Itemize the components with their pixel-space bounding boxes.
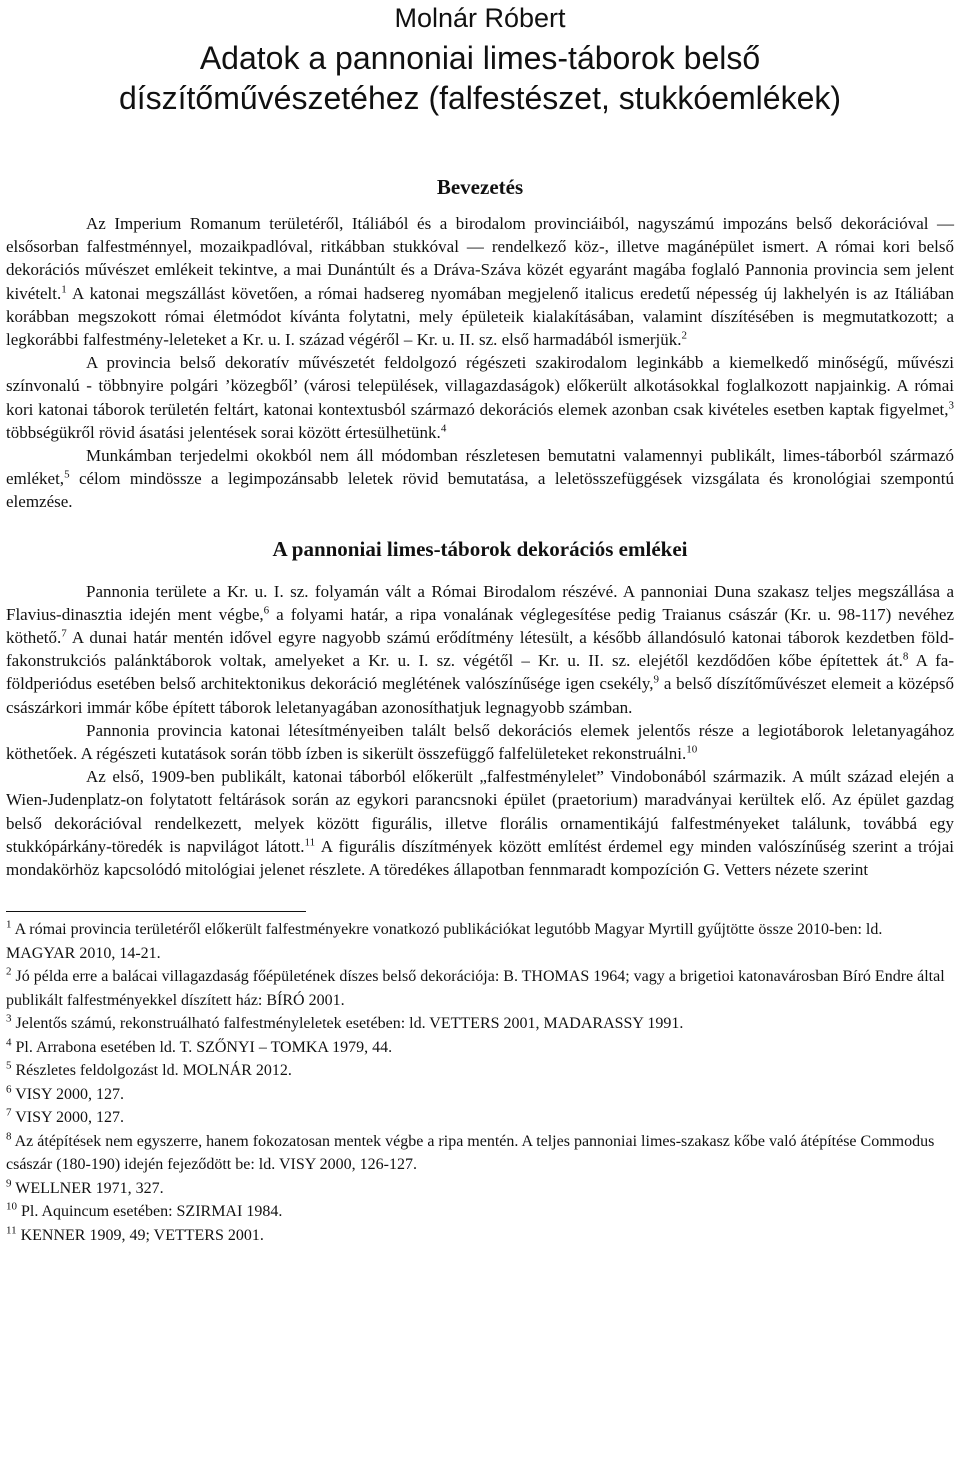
footnote-item <box>6 1012 954 1036</box>
footnote-text: Jó példa erre a balácai villagazdaság főépületének díszes belső dekorációja: B. THOMAS 1964; vagy a brigetioi katonavárosban Bíró Endre által publikált falfestményekkel díszített ház: BÍRÓ 2001. <box>6 968 945 1009</box>
paragraph-text: A provincia belső dekoratív művészetét feldolgozó régészeti szakirodalom leginkább a kiemelkedő minőségű, művészi színvonalú - többnyire polgári ’közegből’ (városi települések, villagazdaságok) előkerült alkotásokkal foglalkozott napjainkig. A római kori katonai táborok területén feltárt, katonai kontextusból származó dekorációs elemek azonban csak kivételes esetben kaptak figyelmet, <box>6 353 954 419</box>
paragraph-text: Pannonia területe a Kr. u. I. sz. folyamán vált a Római Birodalom részévé. A pannoniai Duna szakasz teljes megszállása a Flavius-dinasztia idején ment végbe, <box>6 581 954 624</box>
footnote-item <box>6 1059 954 1083</box>
footnote-ref[interactable]: 11 <box>304 836 316 849</box>
footnote-number: 5 <box>6 1059 12 1072</box>
footnote-number: 3 <box>6 1012 12 1025</box>
footnote-item <box>6 1177 954 1201</box>
footnote-text: WELLNER 1971, 327. <box>11 1179 164 1197</box>
footnote-text: Pl. Arrabona esetében ld. T. SZŐNYI – TOMKA 1979, 44. <box>11 1038 393 1056</box>
paragraph-text: Munkámban terjedelmi okokból nem áll módomban részletesen bemutatni valamennyi publikált, limes-táborból származó emléket, <box>6 446 954 489</box>
footnote-ref[interactable]: 2 <box>681 329 688 342</box>
paragraph-text: Pannonia provincia katonai létesítményeiben talált belső dekorációs elemek jelentős része a legiotáborok leletanyagához köthetőek. A régészeti kutatások során több ízben is sikerült összefüggő falfelületeket rekonstruálni. <box>6 720 954 764</box>
footnote-ref[interactable]: 1 <box>61 282 67 295</box>
footnote-text: Az átépítések nem egyszerre, hanem fokozatosan mentek végbe a ripa mentén. A teljes pannoniai limes-szakasz kőbe való átépítése Commodus császár (180-190) idején fejeződött be: ld. VISY 2000, 126-127. <box>6 1132 935 1174</box>
footnote-item <box>6 1036 954 1060</box>
footnote-item <box>6 1083 954 1107</box>
title-line-2: díszítőművészetéhez (falfestészet, stukkóemlékek) <box>118 80 842 116</box>
footnote-text: Részletes feldolgozást ld. MOLNÁR 2012. <box>11 1062 292 1080</box>
paragraph-text: A katonai megszállást követően, a római hadsereg nyomában megjelenő italicus eredetű népesség új lakhelyén is az Itáliában korábban megszokott római életmódot kívánta folytatni, mely épületeik kialakításában, valamint díszítésében is megmutatkozott; a legkorábbi falfestmény-leleteket a Kr. u. I. század végéről – Kr. u. II. sz. első harmadából ismerjük. <box>6 283 954 350</box>
footnote-text: VISY 2000, 127. <box>11 1085 124 1103</box>
paragraph-text: célom mindössze a legimpozánsabb leletek rövid bemutatása, a leletösszefüggések vizsgálata és kronológiai szempontú elemzése. <box>6 469 954 512</box>
paragraph-text: többségükről rövid ásatási jelentések sorai között értesülhetünk. <box>6 422 441 442</box>
title-line-1: Adatok a pannoniai limes-táborok belső <box>199 40 761 76</box>
section-heading: A pannoniai limes-táborok dekorációs emlékei <box>272 536 688 561</box>
document-page <box>6 0 954 1247</box>
footnote-number: 8 <box>6 1130 12 1143</box>
footnote-item <box>6 1224 954 1248</box>
footnote-number: 11 <box>6 1224 17 1237</box>
footnote-item <box>6 1130 954 1177</box>
footnote-item <box>6 918 954 965</box>
section-body <box>6 580 954 882</box>
footnote-ref[interactable]: 10 <box>686 743 698 756</box>
paragraph-text: A fa-földperiódus esetében belső architektonikus dekoráció meglétének valószínűsége igen csekély, <box>6 651 954 694</box>
footnote-number: 4 <box>6 1036 12 1049</box>
intro-paragraph <box>6 351 954 444</box>
footnote-ref[interactable]: 9 <box>653 673 660 686</box>
footnotes <box>6 918 954 1247</box>
footnote-number: 2 <box>6 965 12 978</box>
section-paragraph <box>6 580 954 719</box>
section-paragraph <box>6 765 954 881</box>
intro-heading: Bevezetés <box>436 175 524 199</box>
footnote-item <box>6 965 954 1012</box>
footnote-ref[interactable]: 3 <box>948 398 954 411</box>
footnote-number: 7 <box>6 1106 12 1119</box>
footnote-item <box>6 1200 954 1224</box>
footnote-ref[interactable]: 6 <box>263 604 270 617</box>
paragraph-text: A figurális díszítmények között említést érdemel egy minden valószínűség szerint a trójai mondakörhöz kapcsolódó mitológiai jelenet részlete. A töredékes állapotban fennmaradt kompozíción G. Vetters nézete szerint <box>6 836 955 880</box>
footnote-number: 10 <box>6 1200 17 1213</box>
footnote-item <box>6 1106 954 1130</box>
paragraph-text: a folyami határ, a ripa vonalának véglegesítése pedig Traianus császár (Kr. u. 98-117) nevéhez köthető. <box>6 604 954 648</box>
footnote-ref[interactable]: 4 <box>440 422 447 435</box>
footnote-text: Pl. Aquincum esetében: SZIRMAI 1984. <box>17 1203 283 1221</box>
section-paragraph <box>6 719 954 765</box>
footnote-text: Jelentős számú, rekonstruálható falfestményleletek esetében: ld. VETTERS 2001, MADARASSY 1991. <box>11 1015 684 1033</box>
footnote-ref[interactable]: 7 <box>61 627 67 640</box>
footnote-number: 9 <box>6 1177 12 1190</box>
footnote-number: 6 <box>6 1083 12 1096</box>
paragraph-text: a belső díszítőművészet elemeit a középső császárkori immár kőbe épített táborok leletanyagában azonosíthatjuk legnagyobb számban. <box>6 674 954 717</box>
footnote-ref[interactable]: 8 <box>902 650 909 663</box>
intro-paragraph <box>6 212 954 351</box>
author-name: Molnár Róbert <box>394 3 566 33</box>
footnote-divider <box>6 911 306 912</box>
paragraph-text: A dunai határ mentén idővel egyre nagyobb számú erődítmény létesült, a később állandósuló katonai táborok kezdetben föld-fakonstrukciós palánktáborok voltak, amelyeket a Kr. u. I. sz. végétől – Kr. u. II. sz. elejétől kezdődően kőbe építettek át. <box>6 628 954 671</box>
footnote-text: VISY 2000, 127. <box>11 1109 124 1127</box>
paragraph-text: Az első, 1909-ben publikált, katonai táborból előkerült „falfestménylelet” Vindobonából származik. A múlt század elején a Wien-Judenplatz-on folytatott feltárások során az egykori parancsnoki épület (praetorium) maradványai kerültek elő. Az épület gazdag belső dekorációval rendelkezett, melyek között figurális, illetve florális ornamentikájú falfestményeket találunk, továbbá egy stukkópárkány-töredék is napvilágot látott. <box>6 767 954 856</box>
footnote-text: A római provincia területéről előkerült falfestményekre vonatkozó publikációkat legutóbb Magyar Myrtill gyűjtötte össze 2010-ben: ld. MAGYAR 2010, 14-21. <box>6 921 883 962</box>
footnote-ref[interactable]: 5 <box>64 468 70 481</box>
footnote-number: 1 <box>6 918 12 931</box>
paragraph-text: Az Imperium Romanum területéről, Itáliából és a birodalom provinciáiból, nagyszámú impozáns belső dekorációval — elsősorban falfestménnyel, mozaikpadlóval, ritkábban stukkóval — rendelkező köz-, illetve magánépület ismert. A római kori belső dekorációs művészet emlékeit tekintve, a mai Dunántúlt és a Dráva-Száva közét egyaránt magába foglaló Pannonia provincia sem jelent kivételt. <box>6 214 954 303</box>
footnote-text: KENNER 1909, 49; VETTERS 2001. <box>16 1226 264 1244</box>
intro-paragraph <box>6 444 954 514</box>
intro-body <box>6 212 954 514</box>
